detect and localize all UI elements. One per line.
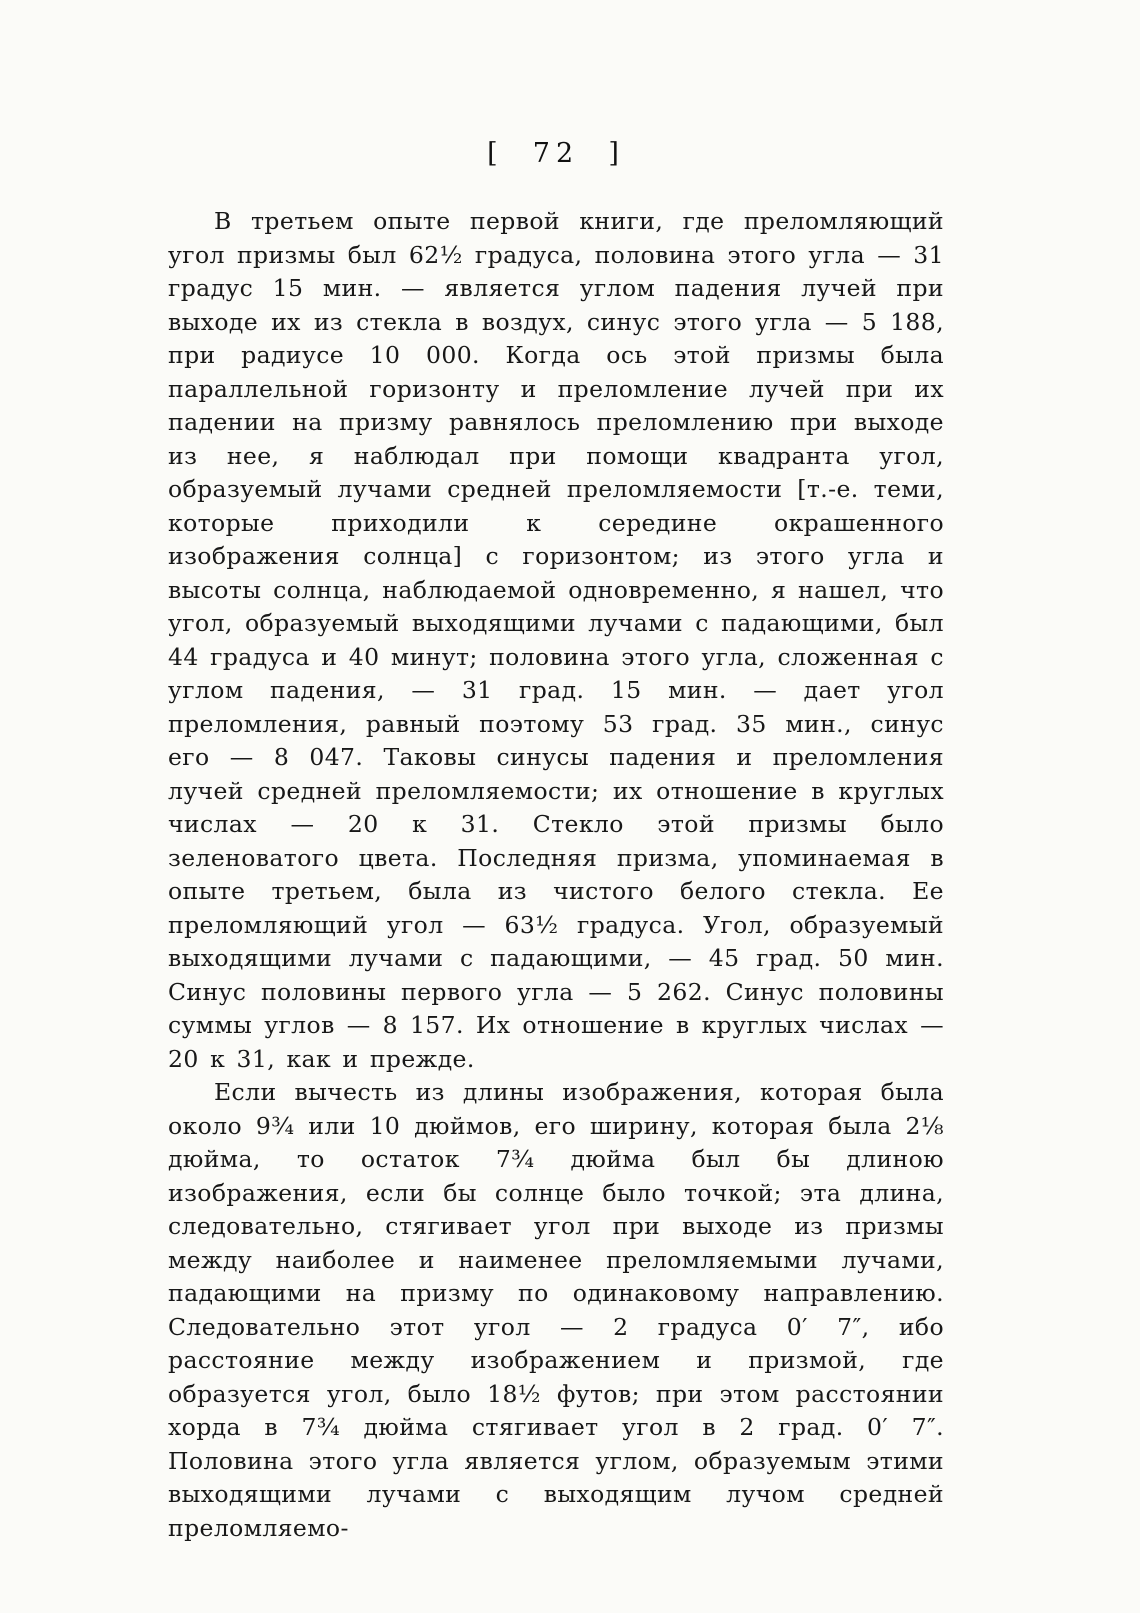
paragraph-1: В третьем опыте первой книги, где преломляющий угол призмы был 62½ градуса, половина этого угла — 31 градус 15 мин. — является углом падения лучей при выходе их из стекла в воздух, синус этого угла — 5 188, при радиусе 10 000. Когда ось этой призмы была параллельной горизонту и преломление лучей при их падении на призму равнялось преломлению при выходе из нее, я наблюдал при помощи квадранта угол, образуемый лучами средней преломляемости [т.-е. теми, которые приходили к середине окрашенного изображения солнца] с горизонтом; из этого угла и высоты солнца, наблюдаемой одновременно, я нашел, что угол, образуемый выходящими лучами с падающими, был 44 градуса и 40 минут; половина этого угла, сложенная с углом падения, — 31 град. 15 мин. — дает угол преломления, равный поэтому 53 град. 35 мин., синус его — 8 047. Таковы синусы падения и преломления лучей средней преломляемости; их отношение в круглых числах — 20 к 31. Стекло этой призмы было зеленоватого цвета. Последняя призма, упоминаемая в опыте третьем, была из чистого белого стекла. Ее преломляющий угол — 63½ градуса. Угол, образуемый выходящими лучами с падающими, — 45 град. 50 мин. Синус половины первого угла — 5 262. Синус половины суммы углов — 8 157. Их отношение в круглых числах — 20 к 31, как и прежде.	[168, 207, 944, 1073]
page-number: [ 72 ]	[487, 138, 625, 169]
text-block	[168, 138, 944, 1545]
paragraph-2: Если вычесть из длины изображения, которая была около 9¾ или 10 дюймов, его ширину, которая была 2⅛ дюйма, то остаток 7¾ дюйма был бы длиною изображения, если бы солнце было точкой; эта длина, следовательно, стягивает угол при выходе из призмы между наиболее и наименее преломляемыми лучами, падающими на призму по одинаковому направлению. Следовательно этот угол — 2 градуса 0′ 7″, ибо расстояние между изображением и призмой, где образуется угол, было 18½ футов; при этом расстоянии хорда в 7¾ дюйма стягивает угол в 2 град. 0′ 7″. Половина этого угла является углом, образуемым этими выходящими лучами с выходящим лучом средней преломляемо-	[168, 1078, 944, 1542]
